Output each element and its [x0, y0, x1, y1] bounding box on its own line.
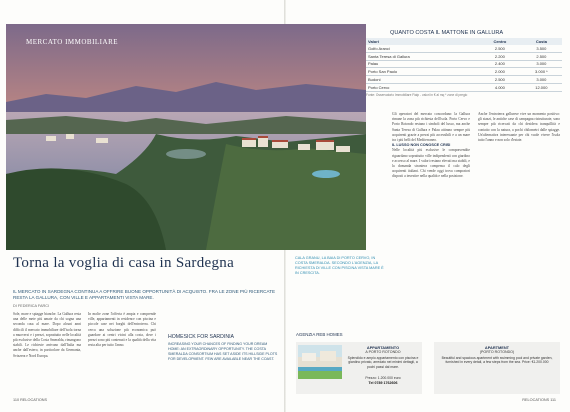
body-column-1: Sole, mare e spiagge bianche. La Gallura resta una delle mete più amate da chi sogna una seconda casa al mare. Dopo alcuni anni difficili il mercato immobiliare dell'isola torna a muoversi e i prezzi, soprattutto nelle località più esclusive della Costa Smeralda, rimangono stabili. Le richieste arrivano dall'Italia ma anche dall'estero, in particolare da Germania, Svizzera e Nord Europa. — [13, 312, 81, 358]
right-body-column-2: Anche l'entroterra gallurese vive un momento positivo: gli stazzi, le antiche case di campagna ristrutturate, sono sempre più ricercati da chi desidera tranquillità e contatto con la natura, a pochi chilometri dalle spiagge. Un'alternativa interessante per chi vuole vivere l'isola tutto l'anno e non solo d'estate. — [478, 112, 560, 143]
folio-left: 110 RELOCATIONS — [13, 398, 48, 402]
listing-heading-en: APARTMENT — [484, 345, 510, 350]
photo-illustration — [6, 24, 366, 250]
table-cell-centro: 2.400 — [479, 60, 521, 68]
price-table-note: Fonte: Osservatorio Immobiliare Fiaip - valori in € al mq * zone di pregio — [366, 92, 468, 97]
table-row — [366, 83, 562, 91]
section-tag: MERCATO IMMOBILIARE — [26, 38, 119, 46]
folio-right: RELOCATIONS 111 — [522, 398, 556, 402]
price-table-title: QUANTO COSTA IL MATTONE IN GALLURA — [390, 30, 504, 36]
table-row — [366, 76, 562, 84]
table-cell-centro: 2.200 — [479, 52, 521, 60]
table-cell-centro: 2.000 — [479, 68, 521, 76]
listing-price: Prezzo: 1.200.000 euro — [365, 376, 401, 380]
right-body-paragraph-1: Gli operatori del mercato concordano: la Gallura rimane la zona più richiesta dell'isola. Porto Cervo e Porto Rotondo restano i simboli del lusso, ma anche Santa Teresa di Gallura e Palau attirano sempre più acquirenti grazie a prezzi più accessibili e a un mare tra i più belli del Mediterraneo. — [392, 112, 470, 143]
sidebar-box-text: INCREASING YOUR CHANCES OF FINDING YOUR DREAM HOME: AN EXTRAORDINARY OPPORTUNITY. THE COSTA SMERALDA CONSORTIUM HAS SET ASIDE ITS HILLSIDE PLOTS FOR DEVELOPMENT. FEW ARE AVAILABLE NEAR THE COAST. — [168, 342, 278, 361]
table-row — [366, 60, 562, 68]
price-table-box — [366, 28, 562, 97]
listing-heading: APPARTAMENTO — [366, 345, 400, 350]
right-body-subheading: IL LUSSO NON CONOSCE CRISI — [392, 143, 451, 148]
right-body-column-1 — [392, 112, 470, 332]
table-cell-location: Porto San Paolo — [366, 68, 479, 76]
table-cell-location: Porto Cervo — [366, 83, 479, 91]
listing-location: A PORTO ROTONDO — [365, 350, 401, 354]
header-centro: Centro — [479, 38, 521, 45]
right-body-paragraph-2: Nelle località più esclusive le compravendite riguardano soprattutto ville indipendenti con giardino e accesso al mare. I valori restano elevati ma stabili, e la domanda straniera compensa il calo degli acquirenti italiani. Chi vende oggi trova compratori disposti a investire nella qualità e nella posizione. — [392, 148, 470, 179]
listing-phone: Tel 0789 1762606 — [368, 381, 398, 385]
listing-photo-illustration — [298, 345, 342, 379]
table-cell-centro: 2.500 — [479, 76, 521, 84]
body-column-2: In molte zone l'offerta è ampia e comprende ville, appartamenti in residence con piscina e piccole case nei borghi dell'entroterra. Chi cerca una soluzione più economica può guardare ai centri vicini alla costa, dove i prezzi sono più contenuti e la qualità della vita resta alta per tutto l'anno. — [88, 312, 156, 348]
table-cell-costa: 3.000 — [521, 76, 562, 84]
table-row — [366, 68, 562, 76]
table-cell-costa: 3.500 — [521, 45, 562, 52]
listing-photo — [298, 345, 342, 379]
table-cell-centro: 2.500 — [479, 45, 521, 52]
agency-title: AGENZIA REB HOMES — [296, 332, 343, 337]
listing-description-en: Beautiful and spacious apartment with swimming pool and private garden, furnished in every detail, a few steps from the sea. Price: €1.200.000 — [441, 356, 553, 365]
table-cell-costa: 2.500 — [521, 52, 562, 60]
standfirst: IL MERCATO IN SARDEGNA CONTINUA A OFFRIRE BUONE OPPORTUNITÀ DI ACQUISTO. FRA LE ZONE PIÙ RICERCATE RESTA LA GALLURA, CON VILLE E APPARTAMENTI VISTA MARE. — [13, 289, 276, 300]
byline: DI FEDERICA FARCI — [13, 304, 50, 308]
sidebar-box-title: HOMESICK FOR SARDINIA — [168, 334, 235, 340]
table-cell-centro: 4.000 — [479, 83, 521, 91]
price-table — [366, 38, 562, 92]
table-cell-costa: 12.000 — [521, 83, 562, 91]
table-cell-location: Palau — [366, 60, 479, 68]
listing-description: Splendido e ampio appartamento con piscina e giardino privato, arredato nei minimi dettagli, a pochi passi dal mare. — [347, 356, 419, 369]
table-cell-costa: 3.000 — [521, 60, 562, 68]
header-costa: Costa — [521, 38, 562, 45]
table-cell-costa: 3.000 * — [521, 68, 562, 76]
coastal-photo — [6, 24, 366, 250]
listing-italian — [296, 342, 422, 394]
table-cell-location: Golfo Aranci — [366, 45, 479, 52]
headline: Torna la voglia di casa in Sardegna — [13, 255, 235, 271]
table-cell-location: Santa Teresa di Gallura — [366, 52, 479, 60]
price-table-header-row — [366, 38, 562, 45]
listing-english — [434, 342, 560, 394]
photo-caption: CALA GRANU, LA BAIA DI PORTO CERVO, IN COSTA SMERALDA. SECONDO L'AGENZIA, LA RICHIESTA DI VILLE CON PISCINA VISTA MARE È IN CRESCITA. — [295, 256, 384, 275]
header-values: Valori — [366, 38, 479, 45]
agency-listing-box — [296, 332, 560, 394]
table-row — [366, 52, 562, 60]
table-cell-location: Budoni — [366, 76, 479, 84]
listing-location-en: (PORTO ROTONDO) — [479, 350, 515, 354]
table-row — [366, 45, 562, 52]
